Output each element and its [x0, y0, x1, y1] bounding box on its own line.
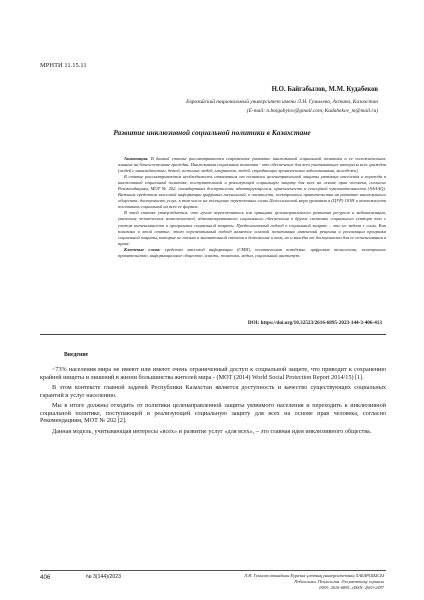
divider-bottom	[40, 570, 386, 571]
affiliation-emails: (E-mail: n.baigabylov@gmail.com, Kudabekov_m@mail.ru)	[246, 107, 378, 114]
abstract-label: Аннотация.	[124, 156, 149, 161]
journal-info	[164, 573, 384, 591]
keywords-label: Ключевые слова:	[124, 246, 161, 252]
affiliation-institution: Евразийский национальный университет имени Л.Н. Гумилева, Астана, Казахстан	[186, 99, 378, 105]
classification-code: МРНТИ 11.15.11	[40, 62, 87, 69]
body-paragraph-4: Данная модель, учитывающая интересы «всех» и развитие услуг «для всех», – это главная идея инклюзивного общества.	[52, 427, 372, 435]
doi-link[interactable]: DOI: https://doi.org/10.32523/2616-6895-2023-144-3-406-413	[247, 320, 382, 326]
abstract-text: В данной статье рассматривается современное развитие инклюзивной социальной политики и ее положительное влияние на благосостояние граждан. Инклюзивная социальная политика - это обеспечение для всех учитывающее интересы всех граждан (людей с инвалидностью, детей, пожилых людей, мигрантов, людей, страдающих хроническими заболеваниями, молодежи).	[118, 156, 386, 174]
page-number: 406	[40, 574, 51, 581]
journal-series: Педагогика. Психология. Әлеуметтану сериясы	[294, 578, 384, 584]
main-text	[40, 366, 386, 438]
affiliation	[78, 98, 378, 115]
body-paragraph-3: Мы в итоге должны отходить от политики целенаправленной защиты уязвимого населения и переходить к инклюзивной социальной политике, поступающей и реализующей социальную защиту для всех на основе прав человека, согласно Рекомендациям, МОТ № 202 [2].	[40, 402, 386, 425]
abstract-paragraph-2: В статье рассматриваются необходимость отказаться от политики целенаправленной защиты уязвимых населения и перехода к инклюзивной социальной политике, поступательной и реализующей социальную защиту для всех на основе прав человека, согласно Рекомендациям, МОТ № 202, стандартных доступности, адаптирующегося, приемлемости и сенсорной чувствительности (AAAAQ). Важным средством массовой информации цифровых технологий, в частности, электронного правительства на развитие инклюзивного общества, доступность услуг, в том числе на посещение перевозочных силах Целесогласной мера уровнями в (ЦУР) ООН и возможности поставить социальной на всех ее формах.	[118, 174, 386, 210]
authors: Н.О. Байгабылов, М.М. Кудабеков	[271, 86, 378, 93]
divider-top	[40, 334, 386, 335]
abstract-paragraph-1	[118, 156, 386, 174]
journal-issn: ISSN: 2616-6895, eISSN: 2663-2497	[319, 584, 384, 590]
body-paragraph-2: В этом контексте главной задачей Республики Казахстан является доступность и качество существующих социальных гарантий и услуг населению.	[40, 384, 386, 399]
issue-number: № 3(144)/2023	[86, 574, 121, 580]
abstract-paragraph-3: В этой статье утверждается, что лучше переключиться или принципа целенаправленного развития ресурсов и медикализации, уважение человеческих возможностей, административного социального обеспечения в других системах социального сектора что с учетом интенсивности в программах социальной защиты. Предполагаемый подход к социальной защите – это не задача с силы. Как показано в этой статье, этот перспективный подход является основой позитивных изменений решения и реализации программ социальной защиты, которые не только в значительной степени в дополнение к тем, но и выгоды от доступности для ее использовании в праве.	[118, 210, 386, 246]
section-heading: Введение	[64, 352, 89, 358]
abstract	[118, 156, 386, 259]
keywords-text: средства массовой информации (СМИ), политическая поведение, цифровые технологии, электронное правительство, информационное общество, власть, политика, медиа, социальный институт.	[118, 246, 386, 258]
body-paragraph-1: ~73% населения мира не имеют или имеют очень ограниченный доступ к социальной защите, что приводит к сохранению крайней нищеты и лишений в жизни большинства жителей мира - (МОТ (2014) World Social Protection Report 2014/15) [1].	[40, 366, 386, 381]
journal-name: Л.Н. Гумилев атындағы Еуразия ұлттық университетінің ХАБАРШЫСЫ	[244, 573, 384, 578]
article-title: Развитие инклюзивной социальной политики в Казахстане	[113, 128, 311, 137]
keywords	[118, 247, 386, 259]
